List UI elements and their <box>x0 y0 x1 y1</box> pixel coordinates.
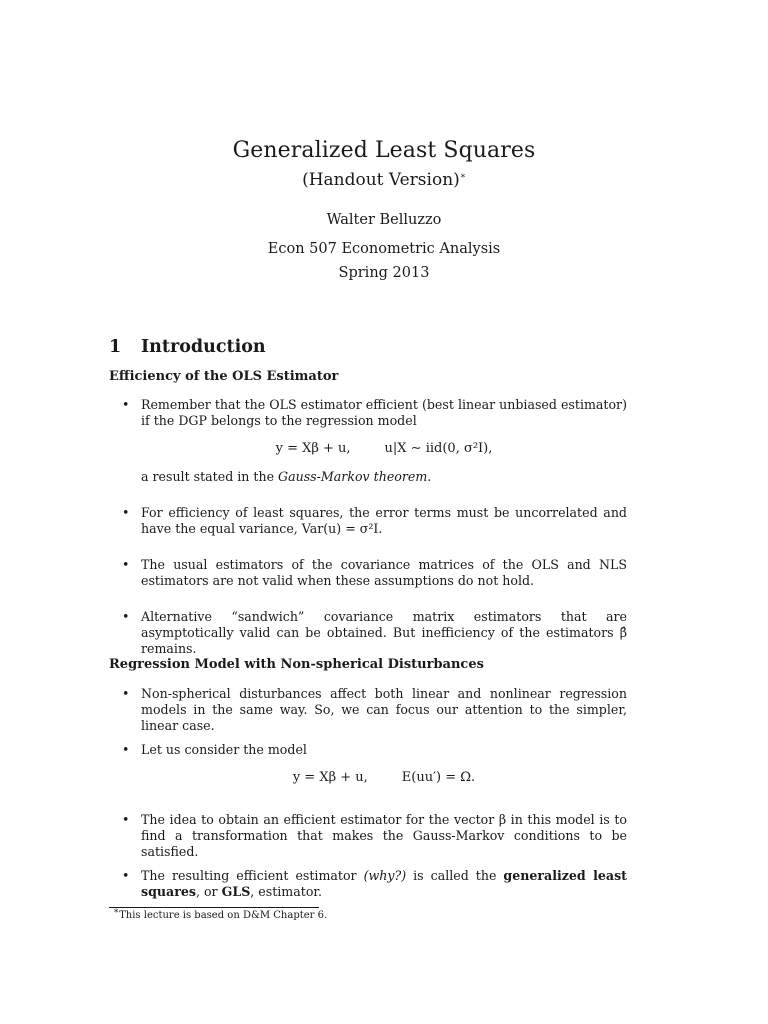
course-name: Econ 507 Econometric Analysis <box>267 241 501 257</box>
gls-term: generalized least squares <box>141 868 627 899</box>
bullet-icon: • <box>122 397 130 412</box>
footnote-mark: ∗ <box>113 906 120 917</box>
gauss-markov-reference: Gauss-Markov theorem <box>278 469 428 484</box>
bullet-icon: • <box>122 686 130 701</box>
bullet-icon: • <box>122 505 130 520</box>
subsection-heading-non-spherical: Regression Model with Non-spherical Disturbances <box>109 657 484 672</box>
text-fragment: , estimator. <box>250 884 323 899</box>
document-subtitle <box>0 170 768 190</box>
bullet-text: The idea to obtain an efficient estimator for the vector β in this model is to find a transformation that makes the Gauss-Markov conditions to be satisfied. <box>141 812 627 859</box>
text-fragment: The resulting efficient estimator <box>141 868 364 883</box>
section-title: Introduction <box>141 337 266 357</box>
bullet-icon: • <box>122 557 130 572</box>
list-item <box>124 868 627 900</box>
bullet-text <box>141 868 627 900</box>
list-item <box>124 686 627 734</box>
equation-left: y = Xβ + u, <box>292 770 368 785</box>
text-fragment: is called the <box>406 868 504 883</box>
author-name: Walter Belluzzo <box>326 212 442 228</box>
list-item <box>124 397 627 429</box>
list-item <box>124 505 627 537</box>
bullet-text: For efficiency of least squares, the error terms must be uncorrelated and have the equal variance, Var(u) = σ²I. <box>141 505 627 536</box>
section-heading-introduction <box>109 337 266 357</box>
equation-gls-model <box>141 770 627 785</box>
list-item <box>124 609 627 657</box>
bullet-icon: • <box>122 812 130 827</box>
text-fragment: , or <box>195 884 222 899</box>
subtitle-text: (Handout Version) <box>302 170 460 190</box>
bullet-icon: • <box>122 609 130 624</box>
bullet-icon: • <box>122 742 130 757</box>
bullet-icon: • <box>122 868 130 883</box>
subsection-heading-ols-efficiency: Efficiency of the OLS Estimator <box>109 369 339 384</box>
footnote <box>113 906 328 921</box>
why-aside: (why?) <box>363 868 407 883</box>
equation-right: E(uu′) = Ω. <box>401 770 476 785</box>
bullet-continuation <box>141 469 627 484</box>
equation-regression-model <box>141 441 627 456</box>
bullet-text: Remember that the OLS estimator efficient (best linear unbiased estimator) if the DGP belongs to the regression model <box>141 397 627 428</box>
bullet-text: Non-spherical disturbances affect both linear and nonlinear regression models in the same way. So, we can focus our attention to the simpler, linear case. <box>141 686 627 733</box>
section-number: 1 <box>109 337 122 357</box>
equation-left: y = Xβ + u, <box>275 441 351 456</box>
footnote-text: This lecture is based on D&M Chapter 6. <box>119 910 328 921</box>
footnote-marker: ∗ <box>459 171 466 182</box>
term: Spring 2013 <box>338 265 430 281</box>
list-item <box>124 557 627 589</box>
bullet-text: Let us consider the model <box>141 742 307 757</box>
continuation-end: . <box>427 469 432 484</box>
gls-abbrev: GLS <box>221 884 251 899</box>
document-title: Generalized Least Squares <box>232 138 536 163</box>
continuation-text: a result stated in the <box>141 469 279 484</box>
bullet-text: Alternative “sandwich” covariance matrix estimators that are asymptotically valid can be obtained. But inefficiency of the estimators β̂ remains. <box>141 609 627 656</box>
footnote-divider <box>109 907 319 908</box>
list-item <box>124 812 627 860</box>
bullet-text: The usual estimators of the covariance matrices of the OLS and NLS estimators are not valid when these assumptions do not hold. <box>141 557 627 588</box>
list-item <box>124 742 627 758</box>
equation-right: u|X ∼ iid(0, σ²I), <box>384 441 493 456</box>
